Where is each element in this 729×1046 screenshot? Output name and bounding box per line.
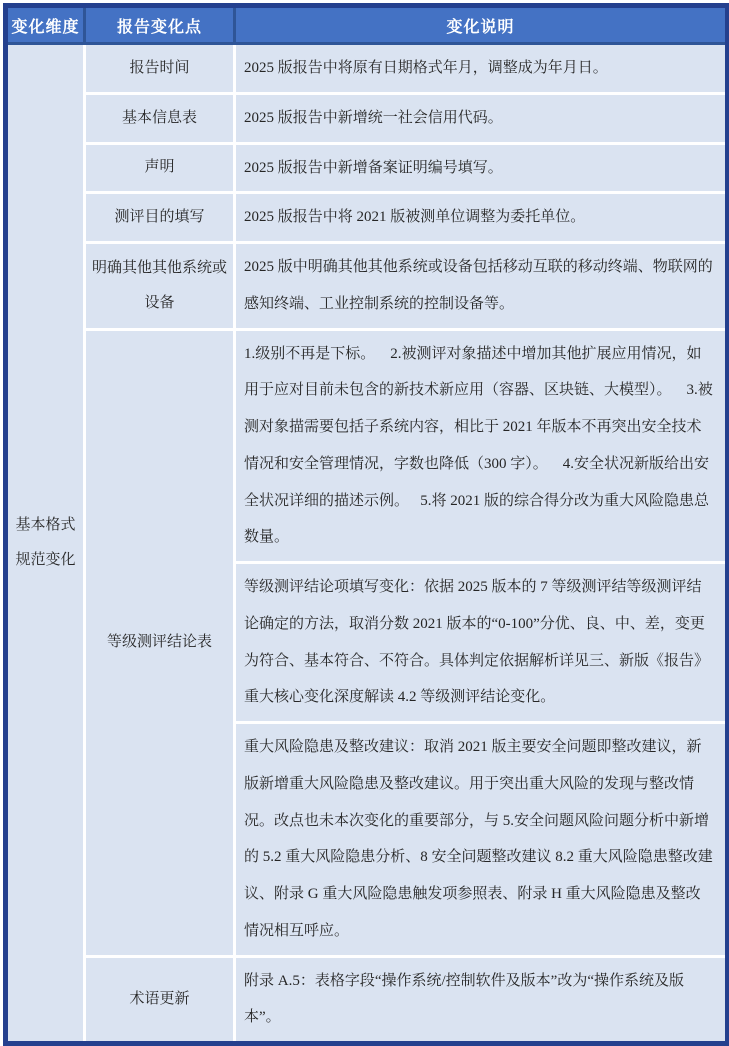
point-cell-terminology-update: 术语更新	[85, 956, 235, 1044]
point-cell-report-time: 报告时间	[85, 44, 235, 94]
table-row	[6, 44, 728, 94]
header-cell-report-change-point: 报告变化点	[85, 6, 235, 44]
point-cell-statement: 声明	[85, 143, 235, 193]
header-cell-change-dimension: 变化维度	[6, 6, 85, 44]
desc-cell-statement: 2025 版报告中新增备案证明编号填写。	[235, 143, 728, 193]
change-comparison-table	[3, 3, 729, 1046]
desc-cell-terminology-update: 附录 A.5：表格字段“操作系统/控制软件及版本”改为“操作系统及版本”。	[235, 956, 728, 1044]
header-cell-change-description: 变化说明	[235, 6, 728, 44]
desc-cell-conclusion-table-2: 等级测评结论项填写变化：依据 2025 版本的 7 等级测评结等级测评结论确定的方法，取消分数 2021 版本的“0-100”分优、良、中、差，变更为符合、基本符合、不符合。具体判定依据解析详见三、新版《报告》重大核心变化深度解读 4.2 等级测评结论变化。	[235, 563, 728, 723]
table-row	[6, 93, 728, 143]
table-row	[6, 193, 728, 243]
table-header-row	[6, 6, 728, 44]
table-row	[6, 329, 728, 563]
desc-cell-conclusion-table-3: 重大风险隐患及整改建议：取消 2021 版主要安全问题即整改建议，新版新增重大风险隐患及整改建议。用于突出重大风险的发现与整改情况。改点也未本次变化的重要部分，与 5.安全问题风险问题分析中新增的 5.2 重大风险隐患分析、8 安全问题整改建议 8.2 重大风险隐患整改建议、附录 G 重大风险隐患触发项参照表、附录 H 重大风险隐患及整改情况相互呼应。	[235, 723, 728, 957]
point-cell-evaluation-purpose: 测评目的填写	[85, 193, 235, 243]
desc-cell-report-time: 2025 版报告中将原有日期格式年月，调整成为年月日。	[235, 44, 728, 94]
desc-cell-evaluation-purpose: 2025 版报告中将 2021 版被测单位调整为委托单位。	[235, 193, 728, 243]
desc-cell-basic-info: 2025 版报告中新增统一社会信用代码。	[235, 93, 728, 143]
point-cell-basic-info: 基本信息表	[85, 93, 235, 143]
dimension-cell: 基本格式规范变化	[6, 44, 85, 1044]
table-row	[6, 243, 728, 330]
table-row	[6, 956, 728, 1044]
point-cell-other-systems: 明确其他其他系统或设备	[85, 243, 235, 330]
desc-cell-other-systems: 2025 版中明确其他其他系统或设备包括移动互联的移动终端、物联网的感知终端、工业控制系统的控制设备等。	[235, 243, 728, 330]
point-cell-conclusion-table: 等级测评结论表	[85, 329, 235, 956]
table-row	[6, 143, 728, 193]
desc-cell-conclusion-table-1: 1.级别不再是下标。 2.被测评对象描述中增加其他扩展应用情况，如用于应对目前未包含的新技术新应用（容器、区块链、大模型）。 3.被测对象描需要包括子系统内容，相比于 2021 年版本不再突出安全技术情况和安全管理情况，字数也降低（300 字）。 4.安全状况新版给出安全状况详细的描述示例。 5.将 2021 版的综合得分改为重大风险隐患总数量。	[235, 329, 728, 563]
